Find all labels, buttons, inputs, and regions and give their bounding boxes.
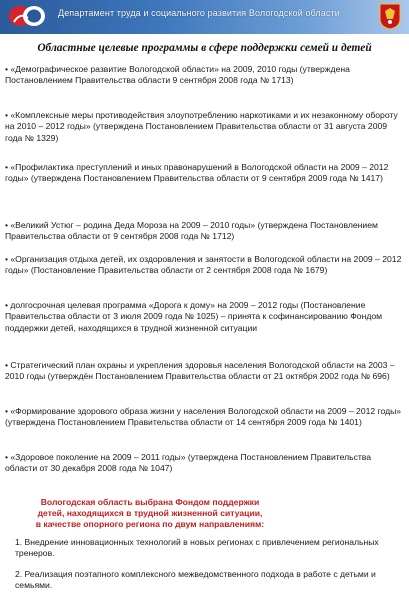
highlight-line: Вологодская область выбрана Фондом поддержки — [40, 497, 260, 507]
highlight-line: в качестве опорного региона по двум направлениям: — [35, 519, 265, 529]
support-fund-highlight — [0, 497, 300, 530]
program-item: • «Профилактика преступлений и иных правонарушений в Вологодской области на 2009 – 2012 годы» (утверждена Постановлением Правительства области от 9 сентября 2009 года № 1417) — [5, 162, 389, 184]
program-item: • «Демографическое развитие Вологодской области» на 2009, 2010 годы (утверждена Постановлением Правительства области 9 сентября 2008 года № 1713) — [5, 64, 350, 86]
program-item: • Стратегический план охраны и укрепления здоровья населения Вологодской области на 2003 – 2010 годы (утверждён Постановлением Правительства области от 21 октября 2002 года № 696) — [5, 360, 395, 382]
family-logo-icon — [6, 4, 50, 28]
vologda-coat-of-arms-icon — [379, 3, 401, 30]
program-item: • долгосрочная целевая программа «Дорога к дому» на 2009 – 2012 годы (Постановление Правительства области от 3 июля 2009 года № 1025) – принята к софинансированию Фондом поддержки детей, находящихся в трудной жизненной ситуации — [5, 300, 383, 333]
header-banner — [0, 0, 409, 34]
header-title: Департамент труда и социального развития Вологодской области — [58, 8, 340, 18]
direction-item: 1. Внедрение инновационных технологий в новых регионах с привлечением региональных тренеров. — [15, 537, 379, 559]
program-item: • «Формирование здорового образа жизни у населения Вологодской области на 2009 – 2012 годы» (утверждена Постановлением Правительства области от 14 сентября 2009 года № 1401) — [5, 406, 402, 428]
program-item: • «Комплексные меры противодействия злоупотреблению наркотиками и их незаконному обороту на 2010 – 2012 годы» (утверждена Постановлением Правительства области от 31 августа 2009 года № 1329) — [5, 110, 398, 143]
direction-item: 2. Реализация поэтапного комплексного межведомственного подхода в работе с детьми и семьями. — [15, 569, 376, 591]
program-item: • «Здоровое поколение на 2009 – 2011 годы» (утверждена Постановлением Правительства области от 30 декабря 2008 года № 1047) — [5, 452, 372, 474]
program-item: • «Организация отдыха детей, их оздоровления и занятости в Вологодской области на 2009 – 2012 годы» (Постановление Правительства области от 2 сентября 2008 года № 1679) — [5, 254, 402, 276]
program-item: • «Великий Устюг – родина Деда Мороза на 2009 – 2010 годы» (утверждена Постановлением Правительства области от 9 сентября 2008 года № 1712) — [5, 220, 378, 242]
highlight-line: детей, находящихся в трудной жизненной ситуации, — [37, 508, 263, 518]
page-title: Областные целевые программы в сфере поддержки семей и детей — [37, 42, 372, 54]
